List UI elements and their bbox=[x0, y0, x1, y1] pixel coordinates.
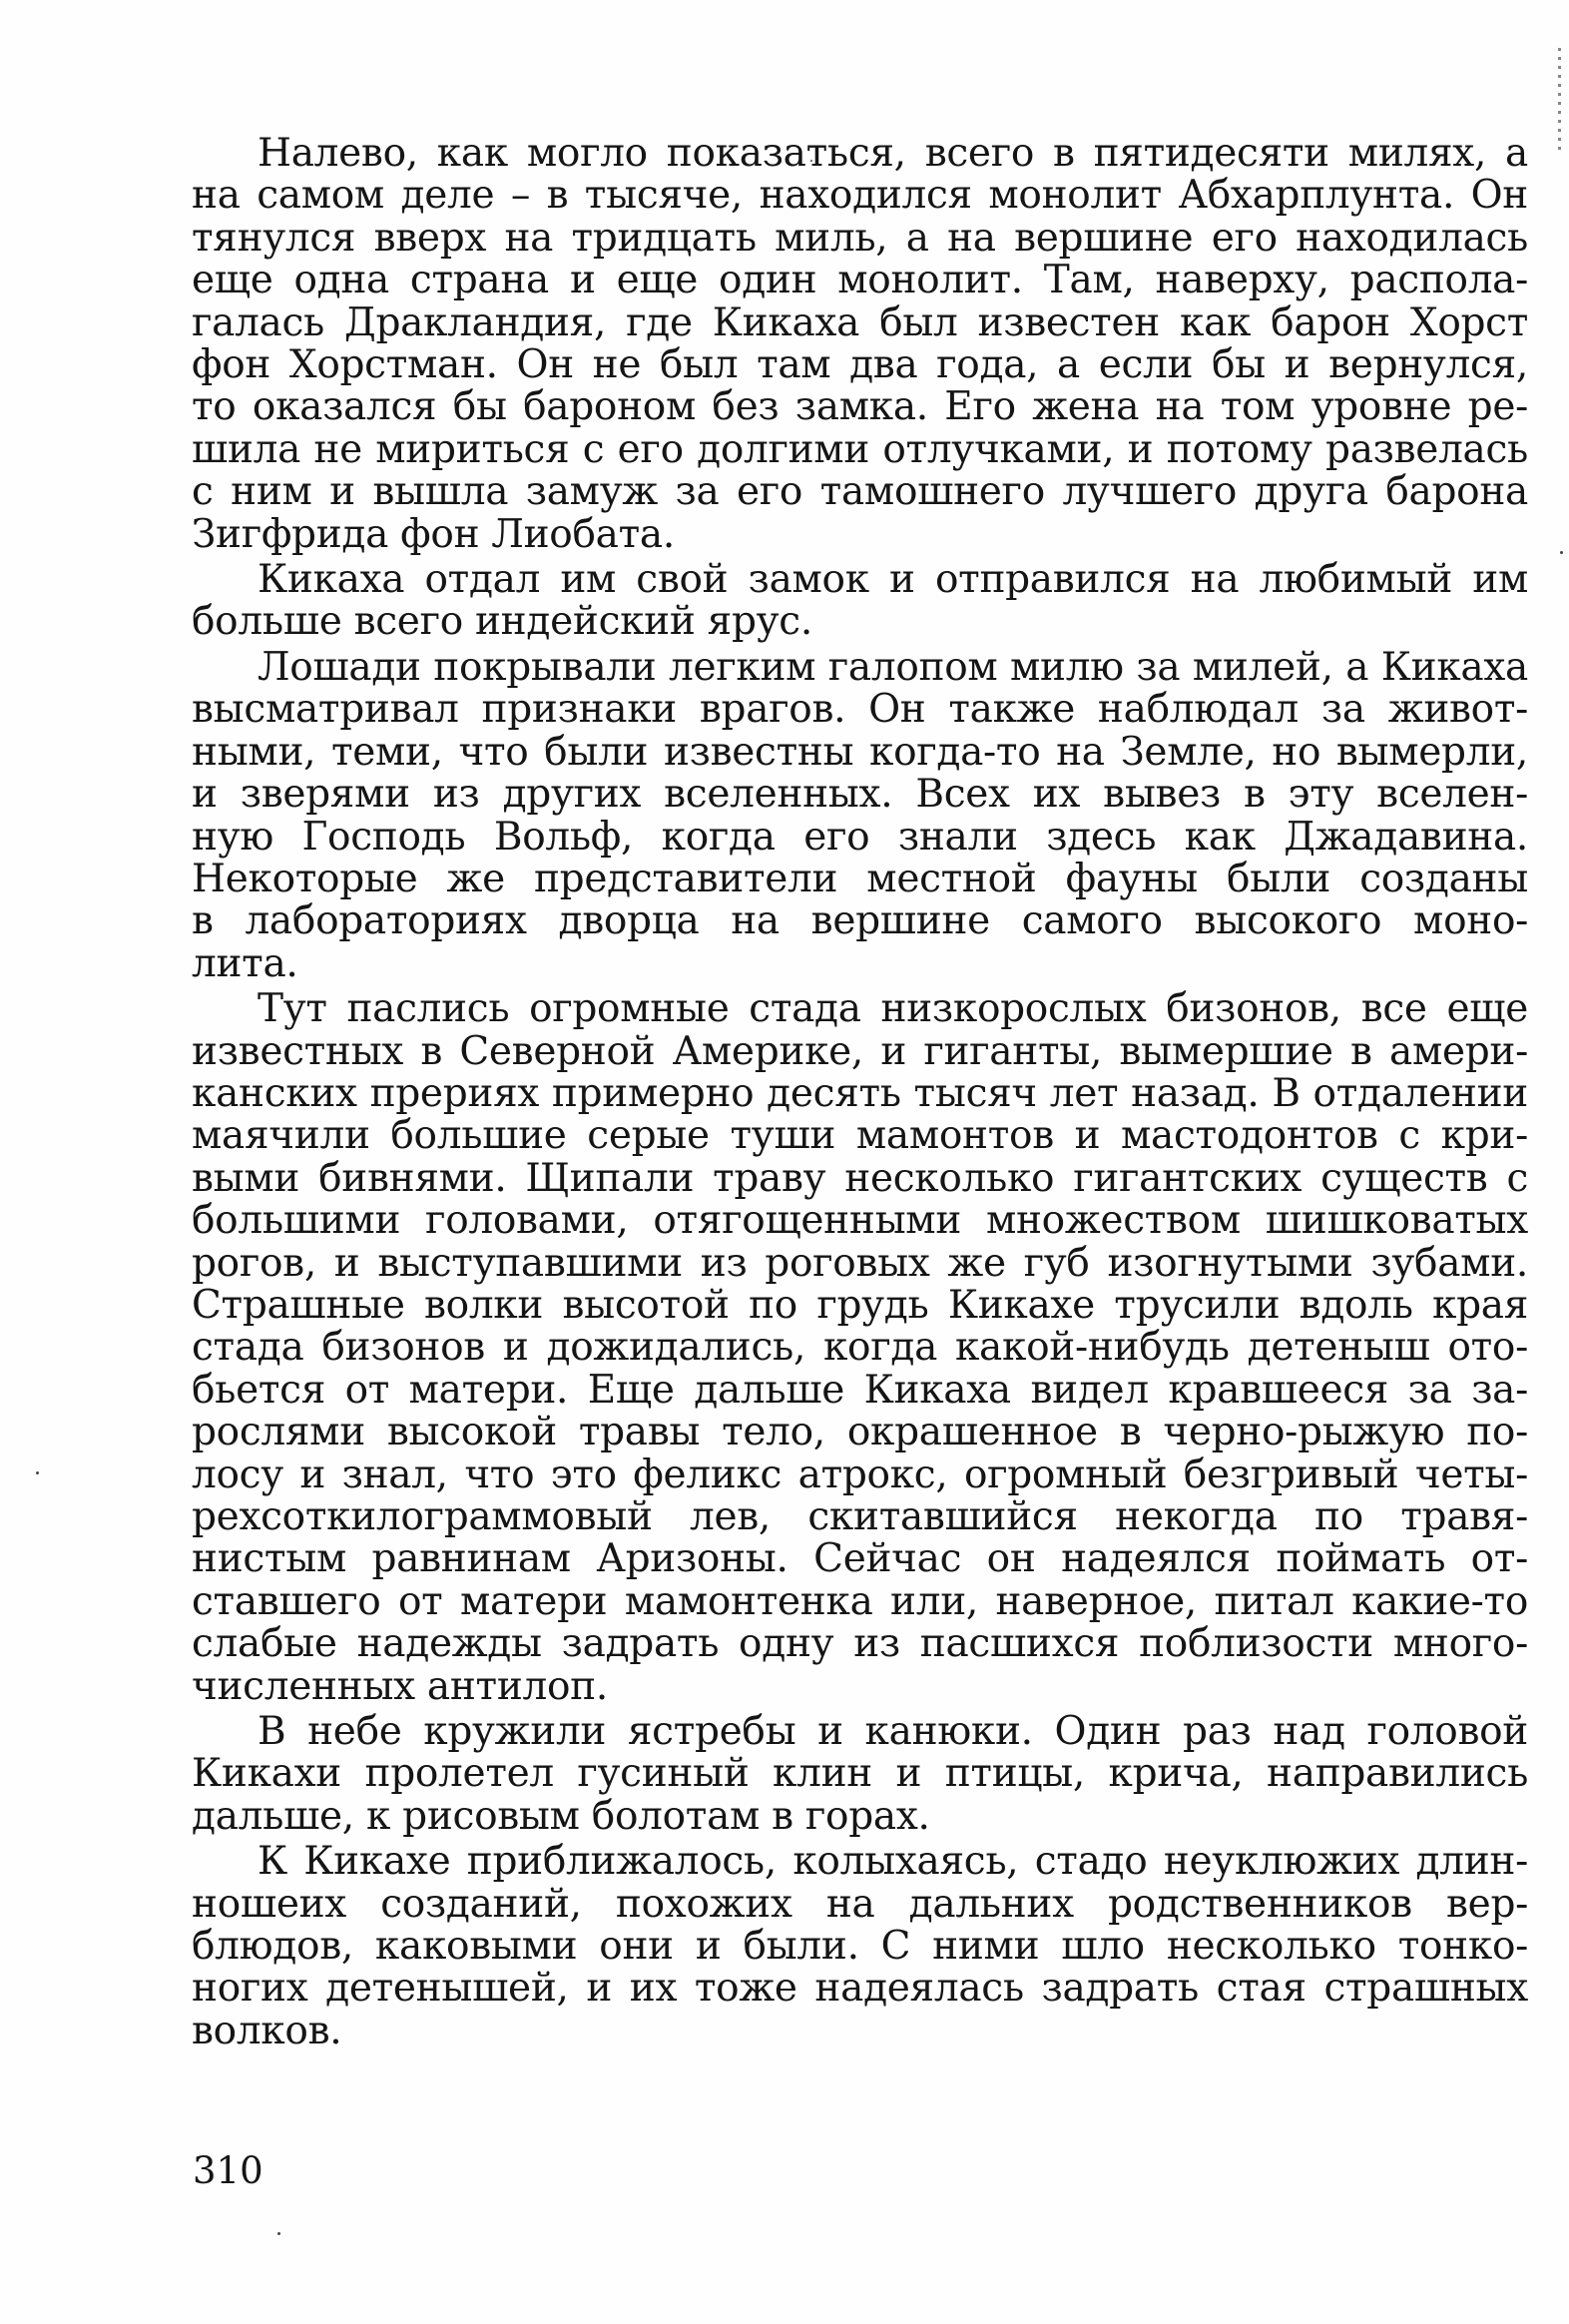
text-line: слабые надежды задрать одну из пасшихся поблизости много- bbox=[192, 1621, 1528, 1667]
text-line: и зверями из других вселенных. Всех их вывез в эту вселен- bbox=[192, 772, 1528, 818]
scan-margin-marks bbox=[1558, 48, 1561, 154]
text-line: ными, теми, что были известны когда-то на Земле, но вымерли, bbox=[192, 729, 1528, 775]
text-line: ногих детенышей, и их тоже надеялась задрать стая страшных bbox=[192, 1966, 1528, 2012]
text-line: с ним и вышла замуж за его тамошнего лучшего друга барона bbox=[192, 469, 1528, 515]
scan-speck bbox=[36, 1471, 39, 1474]
paragraph bbox=[192, 133, 1528, 556]
text-line: волков. bbox=[192, 2008, 342, 2053]
text-line: больше всего индейский ярус. bbox=[192, 599, 812, 645]
text-line: известных в Северной Америке, и гиганты, вымершие в амери- bbox=[192, 1028, 1528, 1074]
text-line: дальше, к рисовым болотам в горах. bbox=[192, 1793, 930, 1839]
text-line: ную Господь Вольф, когда его знали здесь как Джадавина. bbox=[192, 814, 1528, 860]
text-line: Кикаха отдал им свой замок и отправился на любимый им bbox=[258, 557, 1528, 603]
text-line: Лошади покрывали легким галопом милю за милей, а Кикаха bbox=[258, 644, 1528, 690]
text-line: рехсоткилограммовый лев, скитавшийся некогда по травя- bbox=[192, 1494, 1528, 1539]
text-line: тянулся вверх на тридцать миль, а на вершине его находилась bbox=[192, 215, 1528, 261]
paragraph bbox=[192, 1841, 1528, 2052]
text-line: еще одна страна и еще один монолит. Там, наверху, распола- bbox=[192, 258, 1528, 303]
text-line: то оказался бы бароном без замка. Его жена на том уровне ре- bbox=[192, 384, 1528, 430]
text-line: выми бивнями. Щипали траву несколько гигантских существ с bbox=[192, 1155, 1528, 1201]
scan-speck bbox=[1560, 551, 1563, 554]
scan-speck bbox=[277, 2232, 280, 2235]
text-line: на самом деле – в тысяче, находился монолит Абхарплунта. Он bbox=[192, 173, 1528, 219]
text-line: Некоторые же представители местной фауны были созданы bbox=[192, 856, 1528, 901]
text-line: Зигфрида фон Лиобата. bbox=[192, 511, 675, 557]
text-line: большими головами, отягощенными множеством шишковатых bbox=[192, 1198, 1528, 1244]
text-line: шила не мириться с его долгими отлучками, и потому развелась bbox=[192, 426, 1528, 472]
text-line: блюдов, каковыми они и были. С ними шло несколько тонко- bbox=[192, 1924, 1528, 1970]
text-line: Страшные волки высотой по грудь Кикахе трусили вдоль края bbox=[192, 1282, 1528, 1328]
text-line: лита. bbox=[192, 940, 298, 986]
text-line: рогов, и выступавшими из роговых же губ изогнутыми зубами. bbox=[192, 1240, 1528, 1286]
text-line: рослями высокой травы тело, окрашенное в черно-рыжую по- bbox=[192, 1410, 1528, 1455]
text-line: ношеих созданий, похожих на дальних родственников вер- bbox=[192, 1881, 1528, 1927]
page-number: 310 bbox=[193, 2149, 263, 2192]
paragraph bbox=[192, 559, 1528, 644]
text-line: нистым равнинам Аризоны. Сейчас он надеялся поймать от- bbox=[192, 1536, 1528, 1582]
text-line: Налево, как могло показаться, всего в пятидесяти милях, а bbox=[258, 131, 1528, 176]
text-line: фон Хорстман. Он не был там два года, а если бы и вернулся, bbox=[192, 342, 1528, 388]
paragraph bbox=[192, 644, 1528, 986]
text-line: численных антилоп. bbox=[192, 1663, 608, 1709]
text-line: бьется от матери. Еще дальше Кикаха видел кравшееся за за- bbox=[192, 1367, 1528, 1413]
paragraph bbox=[192, 988, 1528, 1708]
text-line: высматривал признаки врагов. Он также наблюдал за живот- bbox=[192, 687, 1528, 733]
text-line: Тут паслись огромные стада низкорослых бизонов, все еще bbox=[258, 986, 1528, 1032]
text-line: ставшего от матери мамонтенка или, наверное, питал какие-то bbox=[192, 1578, 1528, 1624]
text-line: Кикахи пролетел гусиный клин и птицы, крича, направились bbox=[192, 1751, 1528, 1797]
text-line: в лабораториях дворца на вершине самого высокого моно- bbox=[192, 898, 1528, 944]
text-line: К Кикахе приближалось, колыхаясь, стадо неуклюжих длин- bbox=[258, 1839, 1528, 1885]
text-line: маячили большие серые туши мамонтов и мастодонтов с кри- bbox=[192, 1113, 1528, 1159]
text-line: лосу и знал, что это феликс атрокс, огромный безгривый четы- bbox=[192, 1452, 1528, 1497]
text-line: В небе кружили ястребы и канюки. Один раз над головой bbox=[258, 1709, 1528, 1755]
text-line: стада бизонов и дожидались, когда какой-нибудь детеныш ото- bbox=[192, 1325, 1528, 1371]
body-text bbox=[192, 133, 1528, 2055]
text-line: галась Дракландия, где Кикаха был известен как барон Хорст bbox=[192, 299, 1528, 345]
paragraph bbox=[192, 1711, 1528, 1838]
text-line: канских прериях примерно десять тысяч лет назад. В отдалении bbox=[192, 1070, 1528, 1116]
